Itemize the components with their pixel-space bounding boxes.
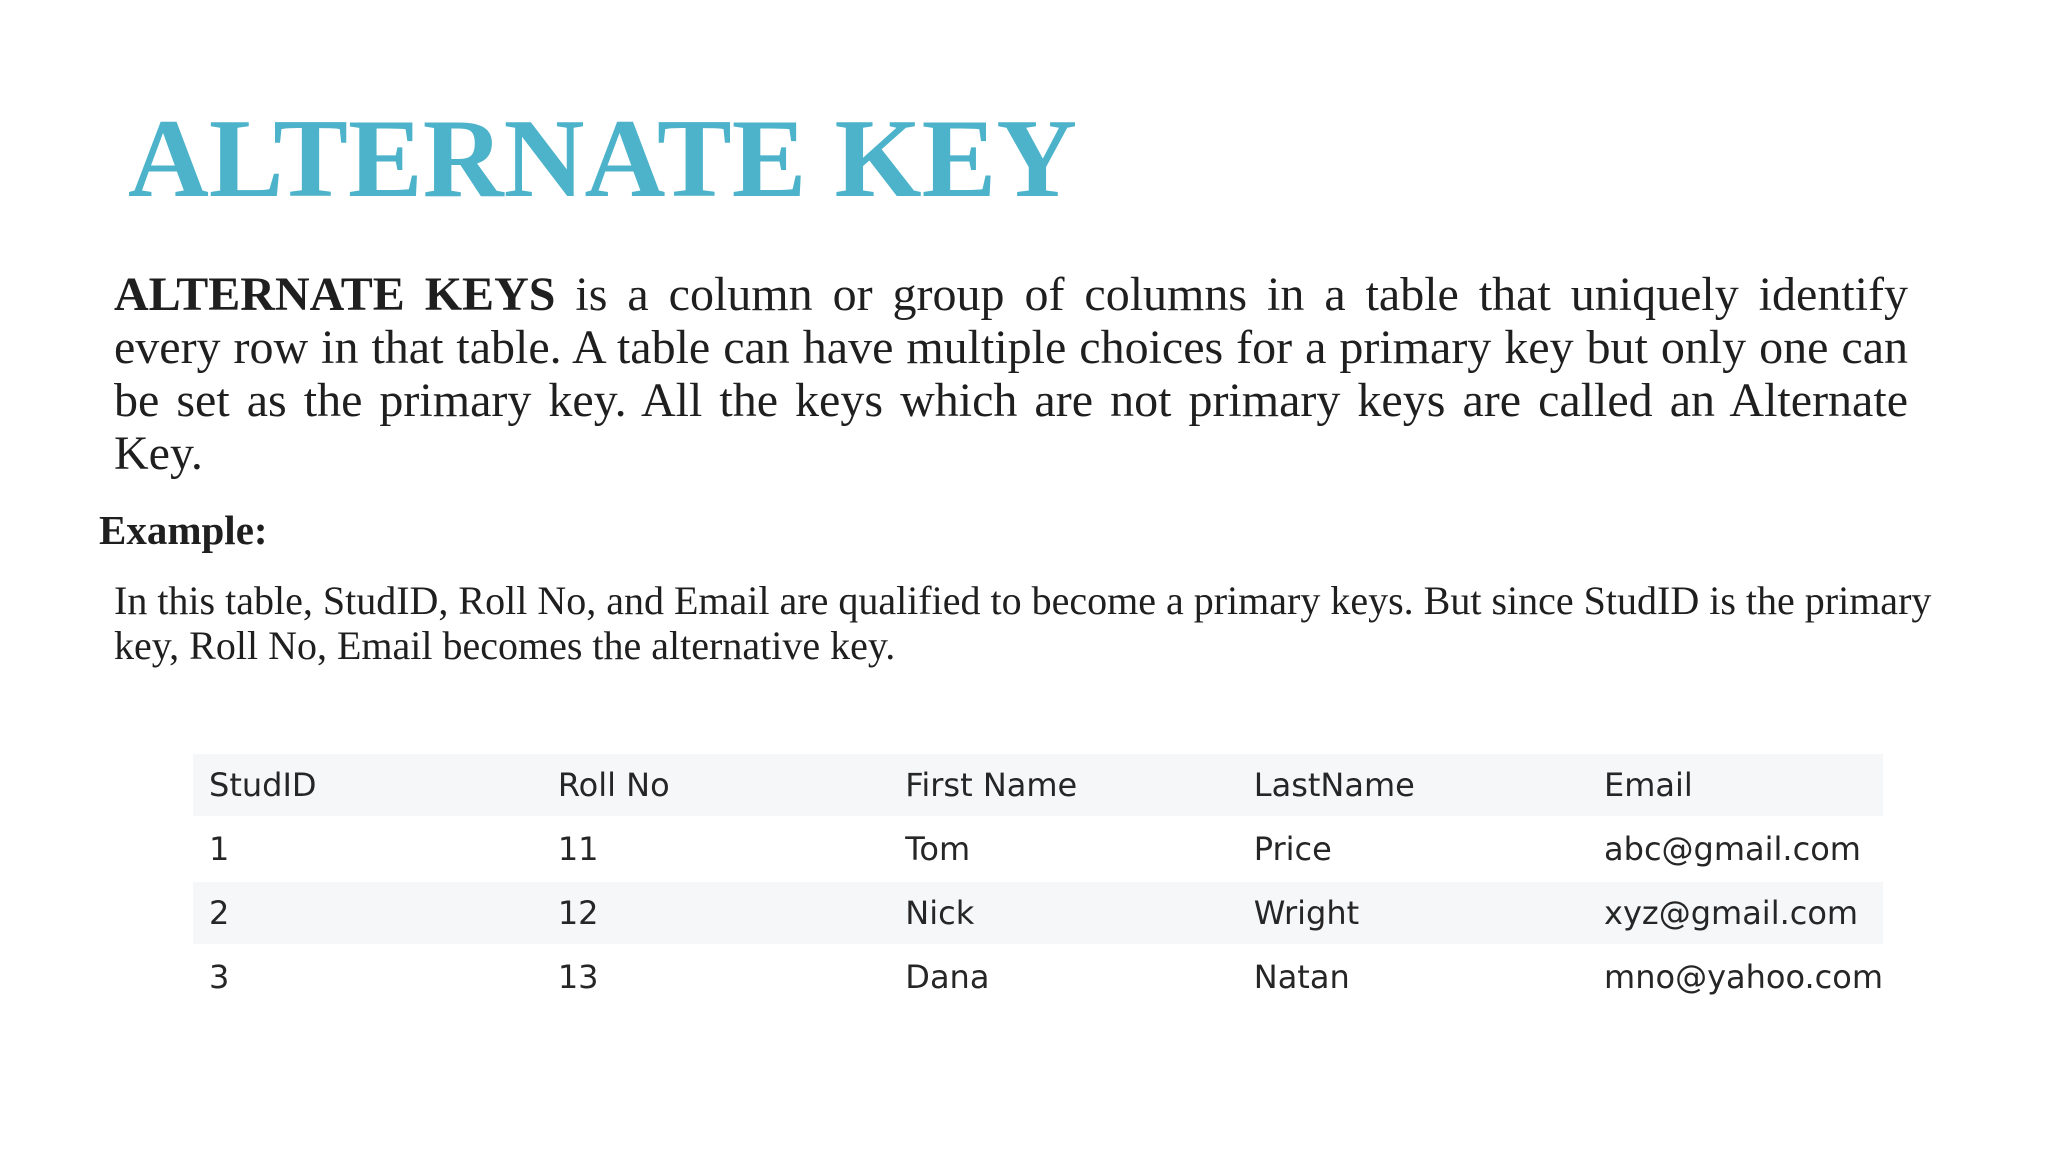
student-table [193, 754, 1883, 1010]
column-header-email: Email [1588, 754, 1883, 817]
cell-studid: 1 [193, 817, 542, 881]
definition-term: ALTERNATE KEYS [114, 268, 556, 321]
table-header-row [193, 754, 1883, 817]
cell-email: abc@gmail.com [1588, 817, 1883, 881]
cell-email: xyz@gmail.com [1588, 881, 1883, 945]
example-text: In this table, StudID, Roll No, and Email are qualified to become a primary keys. But since StudID is the primary key, Roll No, Email becomes the alternative key. [114, 578, 1932, 668]
cell-first-name: Dana [889, 945, 1237, 1009]
cell-roll-no: 11 [542, 817, 889, 881]
slide-title: ALTERNATE KEY [128, 97, 1078, 221]
cell-email: mno@yahoo.com [1588, 945, 1883, 1009]
column-header-studid: StudID [193, 754, 542, 817]
column-header-roll-no: Roll No [542, 754, 889, 817]
cell-studid: 3 [193, 945, 542, 1009]
cell-first-name: Tom [889, 817, 1237, 881]
cell-last-name: Natan [1238, 945, 1588, 1009]
cell-last-name: Wright [1238, 881, 1588, 945]
cell-last-name: Price [1238, 817, 1588, 881]
definition-text: is a column or group of columns in a table that uniquely identify every row in that table. A table can have multiple choices for a primary key but only one can be set as the primary key. All the keys which are not primary keys are called an Alternate Key. [114, 268, 1908, 480]
definition-paragraph [114, 268, 1908, 480]
table-row [193, 881, 1883, 945]
cell-roll-no: 12 [542, 881, 889, 945]
cell-studid: 2 [193, 881, 542, 945]
cell-roll-no: 13 [542, 945, 889, 1009]
cell-first-name: Nick [889, 881, 1237, 945]
column-header-first-name: First Name [889, 754, 1237, 817]
example-heading: Example: [99, 507, 268, 553]
table-row [193, 817, 1883, 881]
column-header-last-name: LastName [1238, 754, 1588, 817]
table-row [193, 945, 1883, 1009]
